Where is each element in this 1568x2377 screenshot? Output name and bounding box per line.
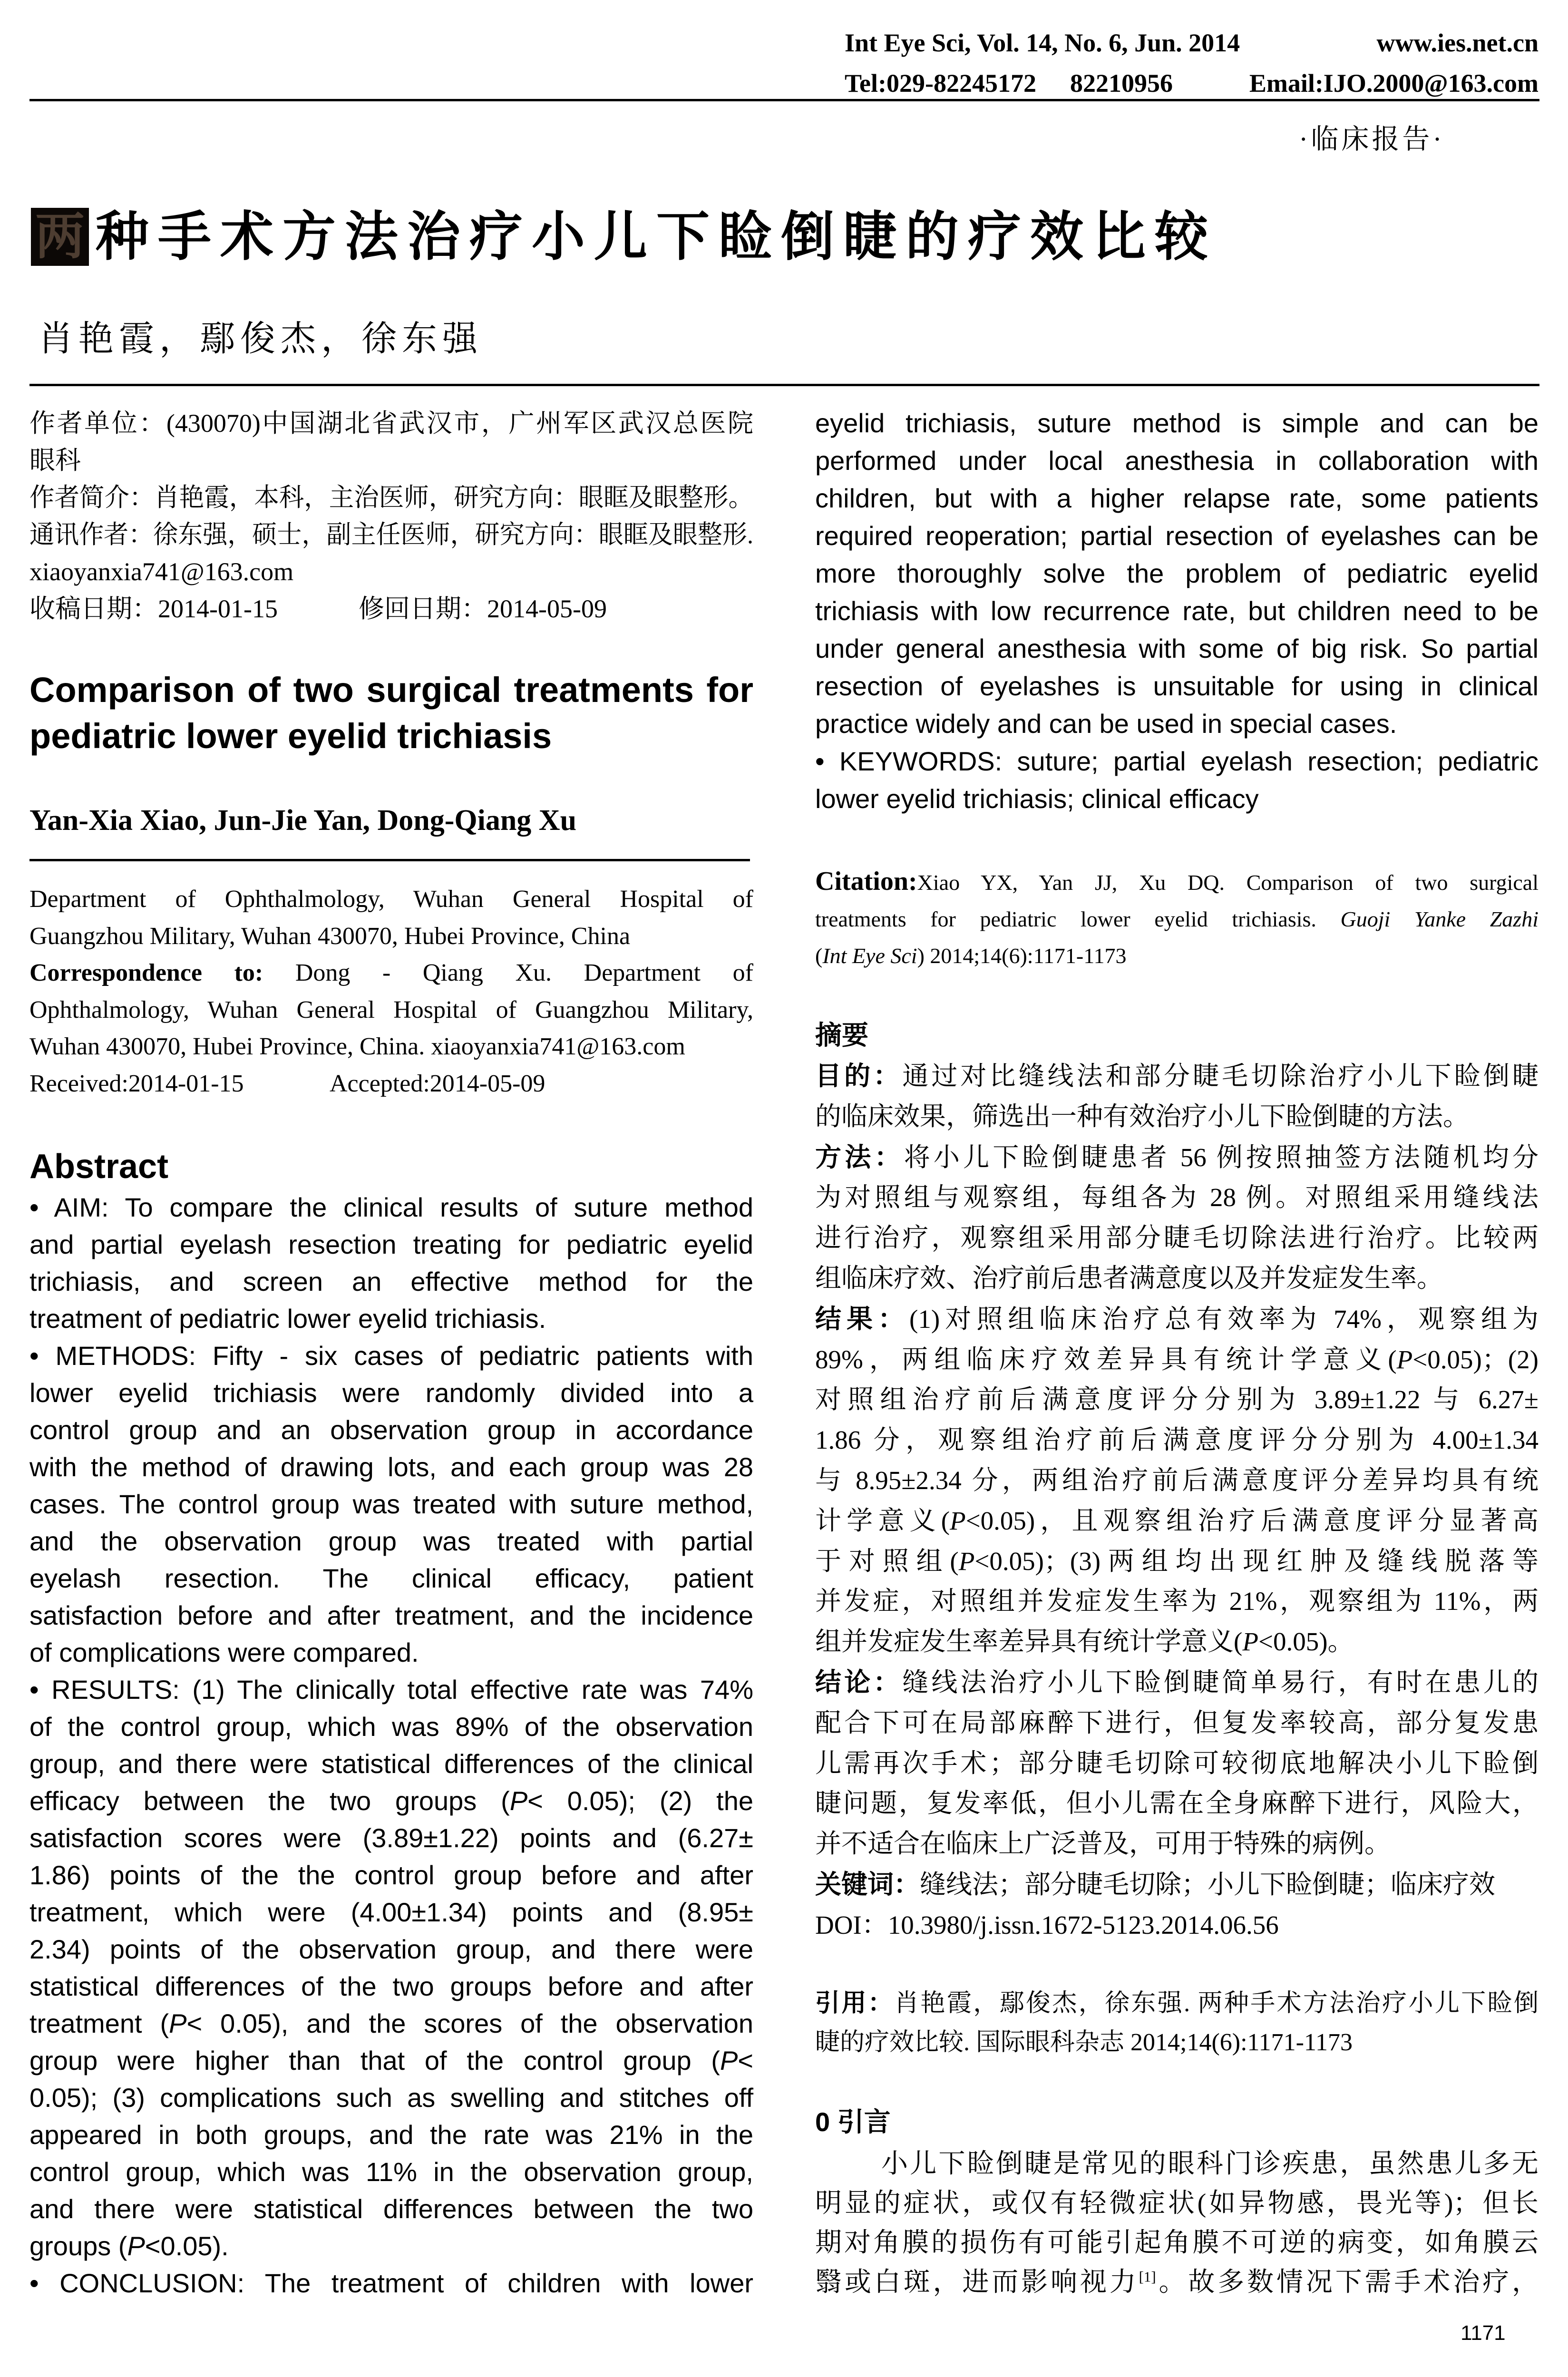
abstract-chinese-heading: 摘要: [815, 1020, 868, 1050]
line-text: Guangzhou Military, Wuhan 430070, Hubei Province, China: [29, 922, 631, 950]
date-field: 修回日期：2014-05-09: [359, 594, 607, 623]
line-text: 0.05); (3) complications such as swelling and stitches off: [29, 2083, 753, 2113]
paragraph: [29, 955, 753, 1065]
abstract-line: [29, 1523, 753, 1560]
line-text: lower eyelid trichiasis were randomly divided into a: [29, 1378, 753, 1408]
department-info: [29, 881, 753, 1102]
text-run: 翳或白斑，进而影响视力: [815, 2268, 1139, 2297]
abstract-line: [29, 1263, 753, 1300]
line-text: 对照组治疗前后满意度评分分别为 3.89±1.22 与 6.27±: [815, 1385, 1539, 1414]
citation-cn-line: [815, 2023, 1539, 2062]
line-text: resection of eyelashes is unsuitable for using in clinical: [815, 671, 1539, 701]
abstract-cn-line: [815, 1137, 1539, 1178]
bold-label: 目的：: [815, 1061, 903, 1091]
text-run: 组并发症发生率差异具有统计学意义(: [815, 1627, 1243, 1656]
abstract-line: [29, 1486, 753, 1523]
abstract-chinese: [815, 1056, 1539, 1946]
abstract-line: [29, 1449, 753, 1486]
line-text: children, but with a higher relapse rate, some patients: [815, 483, 1539, 513]
abstract-line: [29, 1412, 753, 1449]
english-title-line: [29, 713, 753, 759]
line-text: required reoperation; partial resection of eyelashes can be: [815, 521, 1539, 551]
paragraph: [815, 1662, 1539, 1864]
line-text: satisfaction before and after treatment, and the incidence: [29, 1600, 753, 1630]
text-run: (: [815, 944, 823, 968]
italic-text: P: [169, 2008, 187, 2038]
abstract-line: [29, 1374, 753, 1412]
paragraph: [29, 1337, 753, 1671]
line-text: [815, 1062, 1539, 1091]
abstract-cn-line: [815, 1783, 1539, 1824]
abstract-heading: Abstract: [29, 1148, 169, 1186]
line-text: [29, 2231, 229, 2261]
abstract-cn-line: [815, 1340, 1539, 1380]
line-text: 眼科: [29, 446, 81, 475]
date-field: Accepted:2014-05-09: [330, 1070, 545, 1097]
abstract-line: [815, 517, 1539, 555]
abstract-line: [815, 592, 1539, 630]
reference-superscript: [1]: [1139, 2269, 1156, 2285]
abstract-line: [815, 705, 1539, 742]
abstract-cn-line: [815, 1744, 1539, 1784]
line-text: [29, 959, 753, 986]
department-line: [29, 1028, 753, 1065]
text-run: <0.05)，且观察组治疗后满意度评分显著高: [965, 1506, 1539, 1535]
abstract-line: [29, 2079, 753, 2116]
text-run: Dong - Qiang Xu. Department of: [263, 959, 753, 986]
text-run: 计学意义(: [815, 1506, 950, 1535]
line-text: treatment, which were (4.00±1.34) points and (8.95±: [29, 1897, 753, 1927]
date-field: 收稿日期：2014-01-15: [29, 594, 278, 623]
header-rule: [29, 99, 1539, 101]
line-text: lower eyelid trichiasis; clinical efficacy: [815, 784, 1259, 814]
introduction-body: [815, 2144, 1539, 2302]
text-run: <: [738, 2046, 753, 2075]
line-text: [29, 594, 607, 623]
line-text: more thoroughly solve the problem of pediatric eyelid: [815, 558, 1539, 588]
abstract-cn-line: [815, 1703, 1539, 1744]
line-text: • RESULTS: (1) The clinically total effective rate was 74%: [29, 1675, 753, 1705]
line-text: 配合下可在局部麻醉下进行，但复发率较高，部分复发患: [815, 1708, 1539, 1737]
abstract-line: [29, 1820, 753, 1857]
title-drop-cap: 两: [31, 208, 89, 266]
line-text: control group, which was 11% in the observation group,: [29, 2157, 753, 2187]
text-run: 89%，两组临床疗效差异具有统计学意义(: [815, 1344, 1397, 1374]
abstract-cn-line: [815, 1299, 1539, 1340]
italic-text: Int Eye Sci: [822, 944, 917, 968]
paragraph: [815, 2144, 1539, 2302]
text-run: 。故多数情况下需手术治疗，: [1156, 2268, 1539, 2297]
line-text: Department of Ophthalmology, Wuhan General Hospital of: [29, 886, 753, 913]
text-run: Xiao YX, Yan JJ, Xu DQ. Comparison of two surgical: [917, 870, 1539, 895]
abstract-cn-line: [815, 1541, 1539, 1582]
affiliation-line: [29, 442, 753, 479]
text-run: 缝线法；部分睫毛切除；小儿下睑倒睫；临床疗效: [920, 1870, 1496, 1899]
abstract-line: [815, 555, 1539, 592]
paragraph: [29, 1189, 753, 1337]
abstract-line: [29, 2116, 753, 2153]
line-text: 小儿下睑倒睫是常见的眼科门诊疾患，虽然患儿多无: [881, 2149, 1539, 2179]
citation-line: [815, 863, 1539, 901]
department-line: [29, 881, 753, 918]
text-run: ) 2014;14(6):1171-1173: [917, 944, 1127, 968]
abstract-line: [29, 1634, 753, 1671]
abstract-line: [815, 404, 1539, 442]
abstract-line: [29, 1783, 753, 1820]
text-run: treatments for pediatric lower eyelid trichiasis.: [815, 907, 1341, 931]
abstract-line: [815, 780, 1539, 818]
line-text: and the observation group was treated with partial: [29, 1526, 753, 1556]
line-text: [29, 2046, 753, 2075]
line-text: practice widely and can be used in special cases.: [815, 709, 1397, 739]
text-run: < 0.05); (2) the: [527, 1786, 753, 1816]
citation-line: [815, 901, 1539, 937]
line-text: 1.86 分，观察组治疗前后满意度评分分别为 4.00±1.34: [815, 1425, 1539, 1455]
text-run: (1)对照组临床治疗总有效率为 74%，观察组为: [909, 1304, 1539, 1334]
abstract-cn-line: [815, 1905, 1539, 1946]
affiliation-chinese: [29, 405, 753, 627]
abstract-line: [29, 1226, 753, 1263]
paragraph: [29, 479, 753, 516]
bold-label: Citation:: [815, 867, 917, 896]
abstract-line: [29, 1968, 753, 2005]
line-text: [815, 1143, 1539, 1172]
bold-label: Correspondence to:: [29, 959, 263, 986]
line-text: 为对照组与观察组，每组各为 28 例。对照组采用缝线法: [815, 1183, 1539, 1212]
line-text: pediatric lower eyelid trichiasis: [29, 716, 552, 756]
abstract-line: [29, 1189, 753, 1226]
authors-english: Yan-Xia Xiao, Jun-Jie Yan, Dong-Qiang Xu: [29, 804, 577, 837]
text-run: 于对照组(: [815, 1546, 959, 1576]
line-text: Ophthalmology, Wuhan General Hospital of Guangzhou Military,: [29, 996, 753, 1023]
abstract-line: [815, 442, 1539, 479]
bold-label: 结果：: [815, 1304, 910, 1334]
english-title-rule: [29, 859, 750, 861]
abstract-cn-line: [815, 1662, 1539, 1703]
line-text: • KEYWORDS: suture; partial eyelash resection; pediatric: [815, 746, 1539, 776]
english-title-line: [29, 667, 753, 713]
line-text: [815, 1345, 1539, 1374]
italic-text: P: [127, 2231, 145, 2261]
paragraph: [815, 1056, 1539, 1137]
line-text: control group and an observation group in accordance: [29, 1415, 753, 1445]
line-text: and partial eyelash resection treating for pediatric eyelid: [29, 1229, 753, 1259]
line-text: under general anesthesia with some of big risk. So partial: [815, 633, 1539, 663]
line-text: • METHODS: Fifty - six cases of pediatric patients with: [29, 1341, 753, 1371]
line-text: • AIM: To compare the clinical results of suture method: [29, 1192, 753, 1222]
line-text: Comparison of two surgical treatments for: [29, 670, 753, 710]
line-text: 通讯作者：徐东强，硕士，副主任医师，研究方向：眼眶及眼整形.: [29, 520, 753, 549]
abstract-line: [29, 1597, 753, 1634]
line-text: [815, 1668, 1539, 1697]
line-text: with the method of drawing lots, and each group was 28: [29, 1452, 753, 1482]
line-text: [29, 1786, 753, 1816]
abstract-line: [29, 1708, 753, 1745]
date-field: Received:2014-01-15: [29, 1070, 244, 1097]
text-run: group were higher than that of the control group (: [29, 2046, 720, 2075]
text-run: 肖艳霞，鄢俊杰，徐东强. 两种手术方法治疗小儿下睑倒: [894, 1990, 1539, 2017]
line-text: cases. The control group was treated with suture method,: [29, 1489, 753, 1519]
line-text: xiaoyanxia741@163.com: [29, 557, 294, 586]
paragraph: [29, 1671, 753, 2265]
abstract-line: [29, 1560, 753, 1597]
abstract-cn-line: [815, 1097, 1539, 1137]
abstract-cn-line: [815, 1501, 1539, 1541]
line-text: 期对角膜的损伤有可能引起角膜不可逆的病变，如角膜云: [815, 2228, 1539, 2258]
abstract-line: [815, 742, 1539, 780]
italic-text: P: [950, 1506, 966, 1535]
line-text: 进行治疗，观察组采用部分睫毛切除法进行治疗。比较两: [815, 1223, 1539, 1253]
line-text: [29, 1070, 545, 1097]
line-text: 睫问题，复发率低，但小儿需在全身麻醉下进行，风险大，: [815, 1789, 1539, 1818]
abstract-cn-line: [815, 1380, 1539, 1420]
abstract-english-continued: [815, 404, 1539, 818]
department-line: [29, 955, 753, 992]
journal-issue-info: Int Eye Sci, Vol. 14, No. 6, Jun. 2014: [845, 29, 1240, 57]
line-text: of the control group, which was 89% of the observation: [29, 1712, 753, 1742]
text-run: <0.05).: [145, 2231, 229, 2261]
abstract-cn-line: [815, 1258, 1539, 1299]
line-text: • CONCLUSION: The treatment of children with lower: [29, 2268, 753, 2298]
abstract-english: [29, 1189, 753, 2302]
introduction-heading: 0 引言: [815, 2107, 891, 2137]
line-text: [815, 867, 1539, 896]
line-text: 作者简介：肖艳霞，本科，主治医师，研究方向：眼眶及眼整形。: [29, 483, 753, 512]
abstract-line: [29, 2042, 753, 2079]
italic-text: P: [1242, 1627, 1258, 1656]
line-text: trichiasis with low recurrence rate, but children need to be: [815, 596, 1539, 626]
journal-website: www.ies.net.cn: [1376, 29, 1539, 57]
paragraph: [815, 404, 1539, 742]
paragraph: [29, 590, 753, 627]
citation-line: [815, 937, 1539, 974]
bold-label: 关键词：: [815, 1869, 920, 1899]
italic-text: P: [958, 1546, 975, 1576]
line-text: [815, 944, 1126, 968]
line-text: DOI：10.3980/j.issn.1672-5123.2014.06.56: [815, 1910, 1279, 1939]
citation-english: [815, 863, 1539, 974]
abstract-cn-line: [815, 1056, 1539, 1097]
text-run: efficacy between the two groups (: [29, 1786, 510, 1816]
text-run: groups (: [29, 2231, 127, 2261]
paragraph: [29, 667, 753, 759]
line-text: [815, 1870, 1495, 1899]
line-text: [815, 1506, 1539, 1535]
line-text: 明显的症状，或仅有轻微症状(如异物感，畏光等)；但长: [815, 2189, 1539, 2218]
line-text: [815, 907, 1539, 931]
abstract-cn-line: [815, 1824, 1539, 1864]
affiliation-line: [29, 553, 753, 590]
abstract-line: [29, 1857, 753, 1894]
abstract-cn-line: [815, 1218, 1539, 1258]
line-text: [815, 1305, 1539, 1334]
italic-text: P: [1396, 1344, 1413, 1374]
text-run: <0.05)。: [1258, 1627, 1354, 1656]
line-text: 并发症，对照组并发症发生率为 21%，观察组为 11%，两: [815, 1587, 1539, 1616]
paragraph: [29, 881, 753, 955]
abstract-line: [29, 2005, 753, 2042]
abstract-line: [29, 1894, 753, 1931]
line-text: eyelid trichiasis, suture method is simple and can be: [815, 408, 1539, 438]
line-text: [815, 1627, 1354, 1656]
line-text: 组临床疗效、治疗前后患者满意度以及并发症发生率。: [815, 1263, 1443, 1293]
body-line: [815, 2223, 1539, 2263]
line-text: group, and there were statistical differences of the clinical: [29, 1749, 753, 1779]
abstract-line: [29, 2265, 753, 2302]
line-text: 的临床效果，筛选出一种有效治疗小儿下睑倒睫的方法。: [815, 1101, 1470, 1131]
line-text: 儿需再次手术；部分睫毛切除可较彻底地解决小儿下睑倒: [815, 1748, 1539, 1778]
text-run: treatment (: [29, 2008, 169, 2038]
abstract-line: [29, 1931, 753, 1968]
paragraph: [815, 1905, 1539, 1946]
line-text: of complications were compared.: [29, 1637, 419, 1667]
line-text: appeared in both groups, and the rate was 21% in the: [29, 2120, 753, 2150]
paragraph: [29, 516, 753, 590]
line-text: eyelash resection. The clinical efficacy, patient: [29, 1563, 753, 1593]
department-line: [29, 1065, 753, 1102]
paragraph: [815, 1984, 1539, 2062]
line-text: treatment of pediatric lower eyelid trichiasis.: [29, 1304, 546, 1334]
abstract-cn-line: [815, 1178, 1539, 1218]
citation-chinese: [815, 1984, 1539, 2062]
line-text: satisfaction scores were (3.89±1.22) points and (6.27±: [29, 1823, 753, 1853]
line-text: [29, 2008, 753, 2038]
abstract-line: [815, 630, 1539, 667]
line-text: 1.86) points of the the control group before and after: [29, 1860, 753, 1890]
journal-telephone-alt: 82210956: [1070, 69, 1173, 97]
line-text: trichiasis, and screen an effective method for the: [29, 1266, 753, 1296]
abstract-line: [29, 1671, 753, 1708]
bold-label: 方法：: [815, 1142, 904, 1172]
line-text: [815, 1990, 1539, 2017]
section-label: ·临床报告·: [1299, 124, 1445, 155]
abstract-line: [29, 2153, 753, 2191]
text-run: 将小儿下睑倒睫患者 56 例按照抽签方法随机均分: [904, 1142, 1539, 1172]
paragraph: [815, 863, 1539, 974]
text-run: < 0.05), and the scores of the observation: [186, 2008, 753, 2038]
abstract-cn-line: [815, 1622, 1539, 1662]
paragraph: [29, 2265, 753, 2302]
page-number: 1171: [1461, 2321, 1506, 2345]
line-text: 睫的疗效比较. 国际眼科杂志 2014;14(6):1171-1173: [815, 2029, 1353, 2056]
citation-cn-line: [815, 1984, 1539, 2023]
line-text: 2.34) points of the observation group, and there were: [29, 1934, 753, 1964]
abstract-cn-line: [815, 1581, 1539, 1622]
text-run: <0.05)；(3)两组均出现红肿及缝线脱落等: [974, 1546, 1539, 1576]
body-line: [815, 2184, 1539, 2223]
line-text: 作者单位：(430070)中国湖北省武汉市，广州军区武汉总医院: [29, 409, 753, 438]
abstract-line: [29, 1745, 753, 1783]
text-run: <0.05)；(2): [1412, 1344, 1539, 1374]
paragraph: [29, 405, 753, 479]
english-title: [29, 667, 753, 759]
abstract-line: [815, 479, 1539, 517]
abstract-cn-line: [815, 1461, 1539, 1501]
affiliation-line: [29, 405, 753, 442]
bold-label: 结论：: [815, 1667, 903, 1697]
paragraph: [815, 742, 1539, 818]
journal-email: Email:IJO.2000@163.com: [1249, 69, 1539, 97]
line-text: performed under local anesthesia in collaboration with: [815, 446, 1539, 476]
line-text: statistical differences of the two groups before and after: [29, 1971, 753, 2001]
line-text: [815, 1547, 1539, 1576]
abstract-cn-line: [815, 1864, 1539, 1905]
body-line: [815, 2263, 1539, 2302]
page-title: 种手术方法治疗小儿下睑倒睫的疗效比较: [96, 207, 1217, 266]
italic-text: P: [720, 2046, 738, 2075]
paragraph: [815, 1299, 1539, 1662]
line-text: 与 8.95±2.34 分，两组治疗前后满意度评分差异均具有统: [815, 1465, 1539, 1495]
italic-text: Guoji Yanke Zazhi: [1340, 907, 1539, 931]
line-text: and there were statistical differences between the two: [29, 2194, 753, 2224]
abstract-line: [29, 2228, 753, 2265]
italic-text: P: [509, 1786, 528, 1816]
journal-telephone: Tel:029-82245172: [845, 69, 1036, 97]
authors-chinese: 肖艳霞，鄢俊杰，徐东强: [38, 320, 483, 359]
abstract-line: [29, 2191, 753, 2228]
abstract-cn-line: [815, 1420, 1539, 1461]
text-run: 缝线法治疗小儿下睑倒睫简单易行，有时在患儿的: [902, 1667, 1539, 1697]
line-text: [815, 2268, 1539, 2297]
bold-label: 引用：: [815, 1989, 895, 2017]
affiliation-line: [29, 590, 753, 627]
abstract-line: [815, 667, 1539, 705]
line-text: Wuhan 430070, Hubei Province, China. xiaoyanxia741@163.com: [29, 1033, 685, 1060]
paragraph: [29, 1065, 753, 1102]
affiliation-line: [29, 516, 753, 553]
paragraph: [815, 1864, 1539, 1905]
text-run: 通过对比缝线法和部分睫毛切除治疗小儿下睑倒睫: [902, 1062, 1539, 1091]
title-rule: [29, 384, 1539, 386]
abstract-line: [29, 1300, 753, 1337]
department-line: [29, 918, 753, 955]
department-line: [29, 992, 753, 1029]
abstract-line: [29, 1337, 753, 1374]
body-line: [815, 2144, 1539, 2184]
affiliation-line: [29, 479, 753, 516]
paragraph: [815, 1137, 1539, 1299]
line-text: 并不适合在临床上广泛普及，可用于特殊的病例。: [815, 1829, 1391, 1859]
